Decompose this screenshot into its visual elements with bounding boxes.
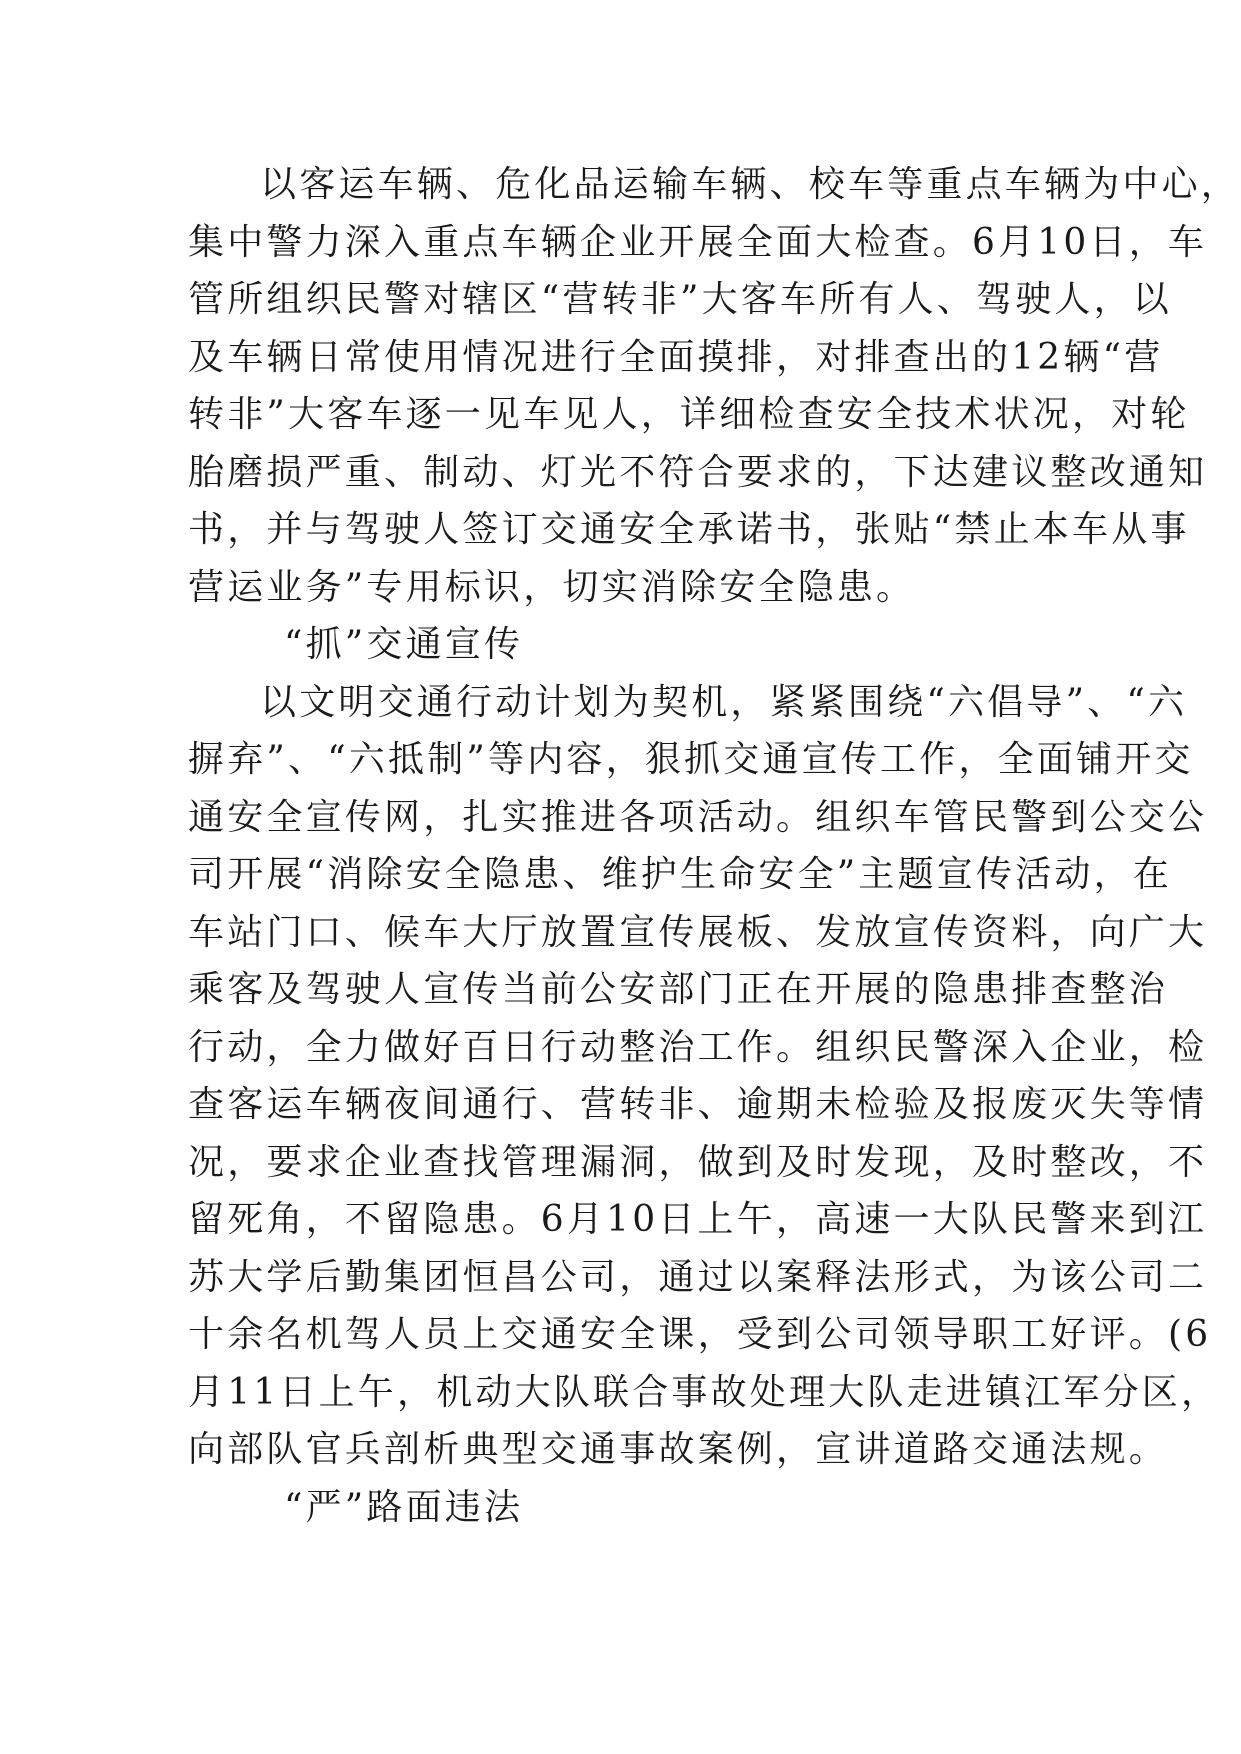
text-line: 月11日上午，机动大队联合事故处理大队走进镇江军分区， [188,1371,1221,1413]
section-heading-road-violations [188,1479,1068,1537]
text-line: 以文明交通行动计划为契机，紧紧围绕“六倡导”、“六 [260,681,1188,723]
text-line: 司开展“消除安全隐患、维护生命安全”主题宣传活动，在 [188,854,1173,895]
text-line: 书，并与驾驶人签订交通安全承诺书，张贴“禁止本车从事 [188,509,1190,550]
text-line: 管所组织民警对辖区“营转非”大客车所有人、驾驶人，以 [188,279,1173,320]
text-line: 以客运车辆、危化品运输车辆、校车等重点车辆为中心， [260,164,1241,205]
text-line: 摒弃”、“六抵制”等内容，狠抓交通宣传工作，全面铺开交 [188,739,1194,780]
text-line: 集中警力深入重点车辆企业开展全面大检查。6月10日，车 [188,221,1208,263]
text-line: 营运业务”专用标识，切实消除安全隐患。 [188,566,916,608]
paragraph-key-vehicles [188,156,1241,616]
text-line: 行动，全力做好百日行动整治工作。组织民警深入企业，检 [188,1026,1208,1068]
text-line: 车站门口、候车大厅放置宣传展板、发放宣传资料，向广大 [188,911,1208,953]
text-line: 向部队官兵剖析典型交通事故案例，宣讲道路交通法规。 [188,1429,1169,1470]
text-line: 查客运车辆夜间通行、营转非、逾期未检验及报废灭失等情 [188,1084,1208,1125]
paragraph-publicity [188,674,1221,1479]
text-line: 况，要求企业查找管理漏洞，做到及时发现，及时整改，不 [188,1141,1208,1183]
text-line: 乘客及驾驶人宣传当前公安部门正在开展的隐患排查整治 [188,969,1169,1010]
heading-text: “严”路面违法 [284,1486,524,1528]
document-page [188,156,1241,1536]
text-line: 通安全宣传网，扎实推进各项活动。组织车管民警到公交公 [188,796,1208,838]
text-line: 转非”大客车逐一见车见人，详细检查安全技术状况，对轮 [188,394,1190,435]
text-line: 十余名机驾人员上交通安全课，受到公司领导职工好评。(6 [188,1314,1212,1355]
text-line: 及车辆日常使用情况进行全面摸排，对排查出的12辆“营 [188,336,1164,378]
text-line: 胎磨损严重、制动、灯光不符合要求的，下达建议整改通知 [188,451,1208,493]
text-line: 苏大学后勤集团恒昌公司，通过以案释法形式，为该公司二 [188,1256,1208,1298]
section-heading-publicity [188,616,1068,674]
text-line: 留死角，不留隐患。6月10日上午，高速一大队民警来到江 [188,1199,1208,1240]
heading-text: “抓”交通宣传 [284,624,524,665]
